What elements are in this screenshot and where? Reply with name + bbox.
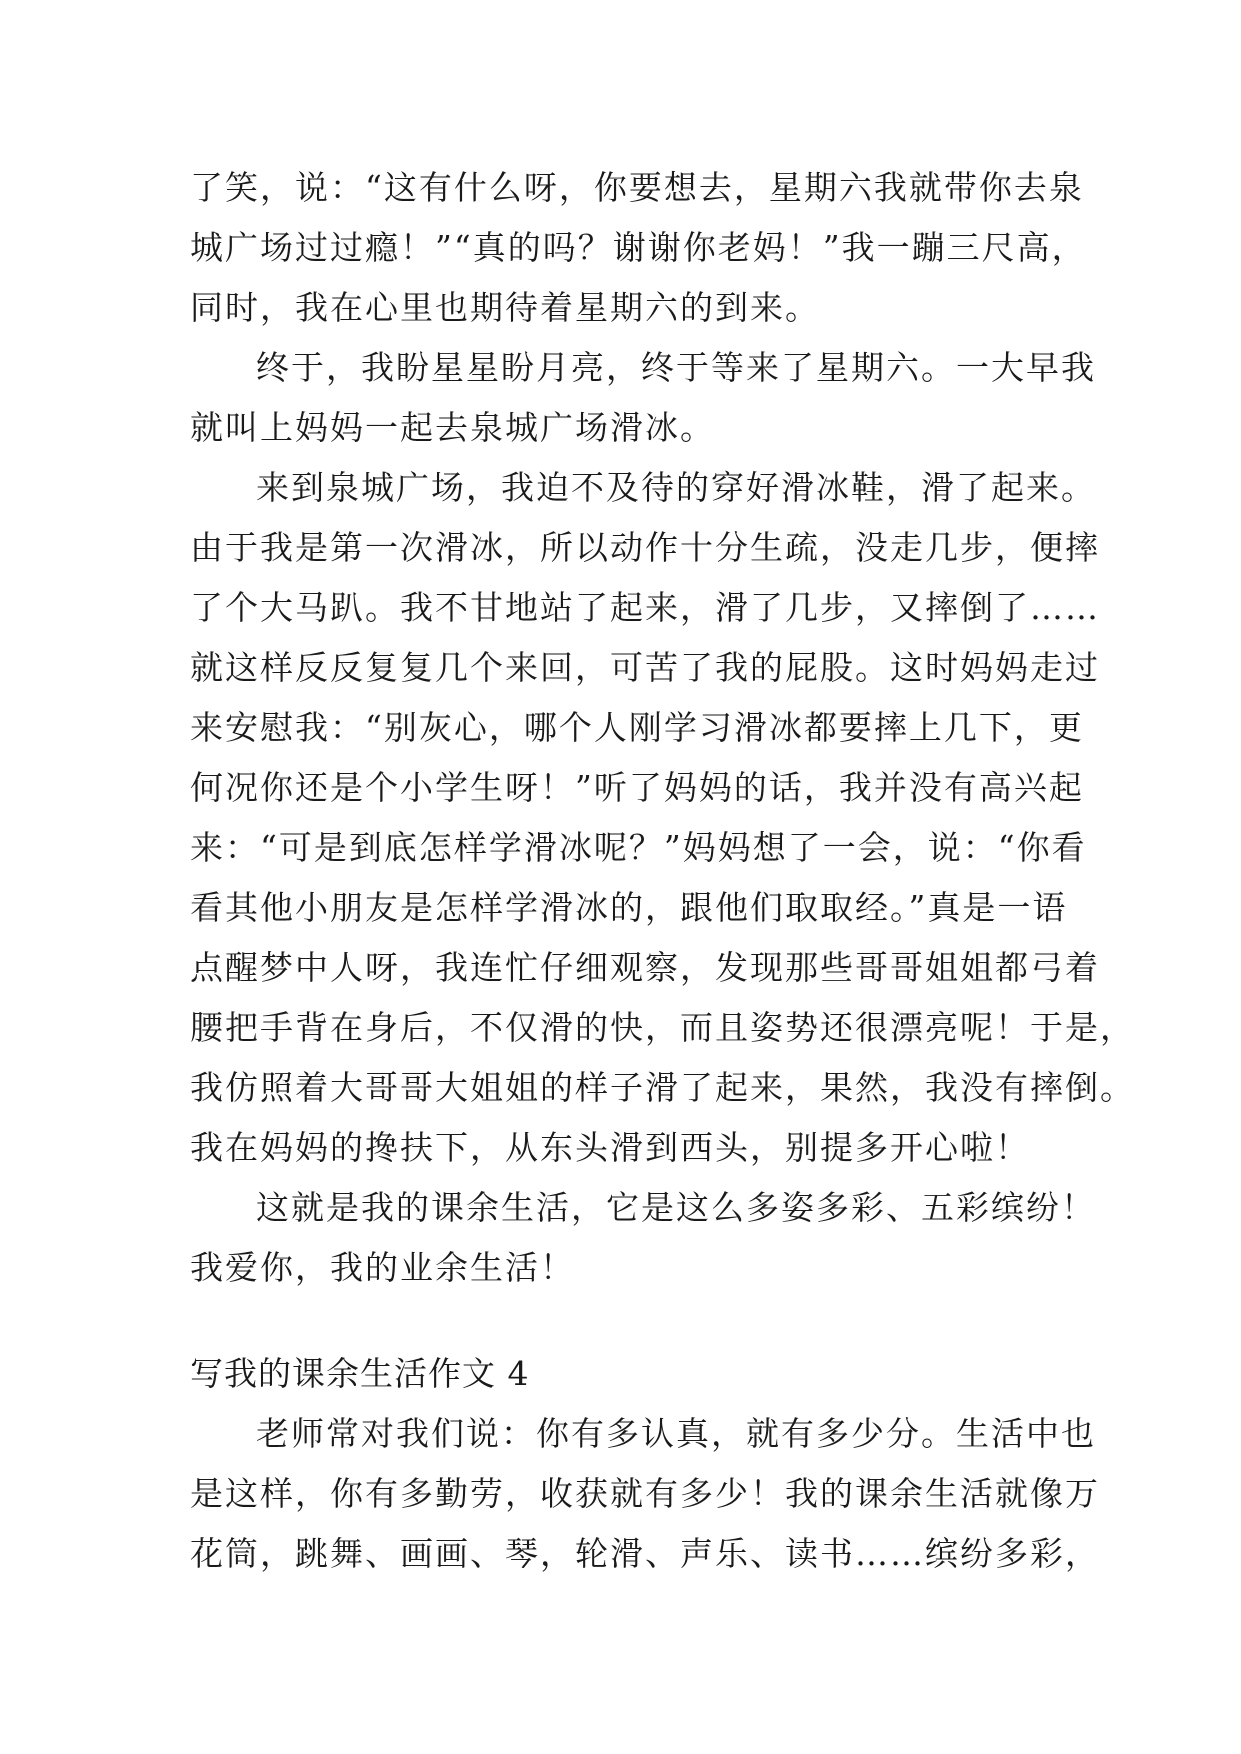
paragraph-line: 我在妈妈的搀扶下，从东头滑到西头，别提多开心啦！ xyxy=(190,1128,1030,1167)
paragraph-line: 这就是我的课余生活，它是这么多姿多彩、五彩缤纷！ xyxy=(256,1188,1096,1227)
paragraph-line: 由于我是第一次滑冰，所以动作十分生疏，没走几步，便摔 xyxy=(190,528,1100,567)
paragraph-line: 终于，我盼星星盼月亮，终于等来了星期六。一大早我 xyxy=(256,348,1096,387)
paragraph-line: 城广场过过瘾！”“真的吗？谢谢你老妈！”我一蹦三尺高， xyxy=(190,228,1087,267)
paragraph-line: 了笑，说：“这有什么呀，你要想去，星期六我就带你去泉 xyxy=(190,168,1084,207)
paragraph-line: 是这样，你有多勤劳，收获就有多少！我的课余生活就像万 xyxy=(190,1474,1100,1513)
paragraph-line: 来到泉城广场，我迫不及待的穿好滑冰鞋，滑了起来。 xyxy=(256,468,1096,507)
paragraph-line: 了个大马趴。我不甘地站了起来，滑了几步，又摔倒了…… xyxy=(190,588,1100,627)
section-spacer xyxy=(190,1298,1070,1344)
paragraph-line: 点醒梦中人呀，我连忙仔细观察，发现那些哥哥姐姐都弓着 xyxy=(190,948,1100,987)
paragraph-line: 腰把手背在身后，不仅滑的快，而且姿势还很漂亮呢！于是， xyxy=(190,1008,1135,1047)
document-page xyxy=(190,158,1135,1584)
paragraph-line: 何况你还是个小学生呀！”听了妈妈的话，我并没有高兴起 xyxy=(190,768,1084,807)
paragraph-line: 就这样反反复复几个来回，可苦了我的屁股。这时妈妈走过 xyxy=(190,648,1100,687)
paragraph-line: 同时，我在心里也期待着星期六的到来。 xyxy=(190,288,820,327)
paragraph-line: 花筒，跳舞、画画、琴，轮滑、声乐、读书……缤纷多彩， xyxy=(190,1534,1100,1573)
paragraph-line: 老师常对我们说：你有多认真，就有多少分。生活中也 xyxy=(256,1414,1096,1453)
paragraph-line: 我爱你，我的业余生活！ xyxy=(190,1248,575,1287)
paragraph-line: 看其他小朋友是怎样学滑冰的，跟他们取取经。”真是一语 xyxy=(190,888,1068,927)
essay-section-4 xyxy=(190,1344,1100,1584)
paragraph-line: 就叫上妈妈一起去泉城广场滑冰。 xyxy=(190,408,715,447)
section-heading: 写我的课余生活作文 4 xyxy=(190,1354,530,1393)
paragraph-line: 来安慰我：“别灰心，哪个人刚学习滑冰都要摔上几下，更 xyxy=(190,708,1084,747)
paragraph-line: 我仿照着大哥哥大姐姐的样子滑了起来，果然，我没有摔倒。 xyxy=(190,1068,1135,1107)
paragraph-line: 来：“可是到底怎样学滑冰呢？”妈妈想了一会，说：“你看 xyxy=(190,828,1087,867)
essay-section-3-body xyxy=(190,158,1135,1298)
